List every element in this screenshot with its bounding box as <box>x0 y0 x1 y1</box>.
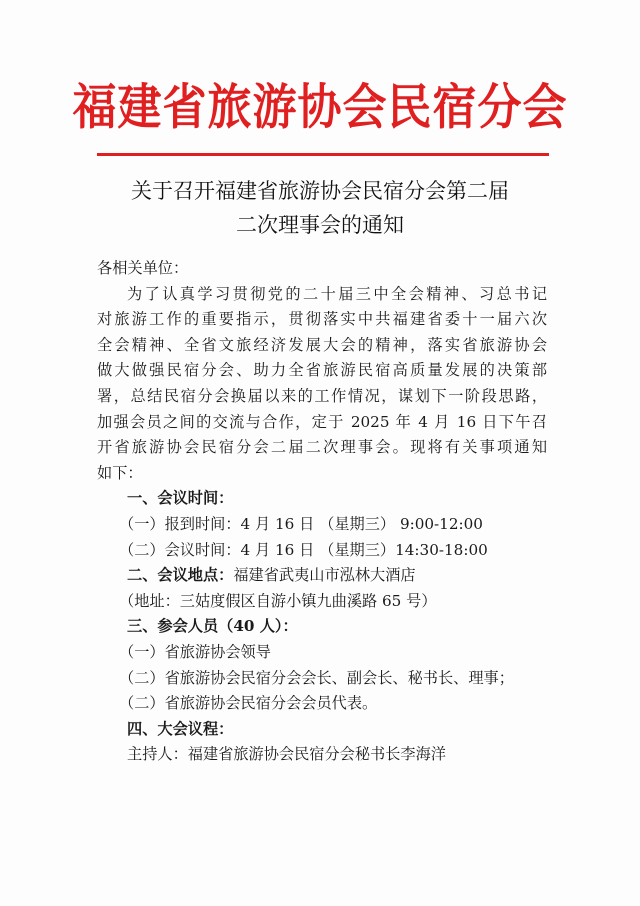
notice-title-line-2: 二次理事会的通知 <box>236 213 404 237</box>
salutation: 各相关单位： <box>97 259 189 277</box>
paragraph-line: 加强会员之间的交流与合作，定于 2025 年 4 月 16 日下午召 <box>97 412 547 431</box>
letterhead-red-rule <box>97 153 549 156</box>
venue-value: 福建省武夷山市泓林大酒店 <box>233 566 416 585</box>
paragraph-line: 署，总结民宿分会换届以来的工作情况，谋划下一阶段思路， <box>97 386 547 405</box>
time-item-registration: （一）报到时间：4 月 16 日 （星期三） 9:00-12:00 <box>119 514 483 533</box>
notice-body <box>97 256 547 768</box>
paragraph-line: 全会精神、全省文旅经济发展大会的精神，落实省旅游协会 <box>97 335 547 354</box>
venue-address: （地址：三姑度假区自游小镇九曲溪路 65 号） <box>119 591 437 610</box>
attendee-item: （二）省旅游协会民宿分会会员代表。 <box>119 694 378 713</box>
section-venue-row <box>97 563 547 589</box>
attendee-item: （一）省旅游协会领导 <box>119 642 271 661</box>
section-heading-attendees: 三、参会人员（40 人）： <box>127 617 298 636</box>
section-heading-venue: 二、会议地点： <box>127 566 234 585</box>
section-heading-agenda: 四、大会议程： <box>127 719 234 738</box>
host-line: 主持人：福建省旅游协会民宿分会秘书长李海洋 <box>127 745 446 764</box>
notice-title <box>0 174 640 242</box>
letterhead-title: 福建省旅游协会民宿分会 <box>72 79 568 136</box>
paragraph-line: 开省旅游协会民宿分会二届二次理事会。现将有关事项通知 <box>97 438 547 457</box>
paragraph-line: 为了认真学习贯彻党的二十届三中全会精神、习总书记 <box>127 284 547 303</box>
section-heading-time: 一、会议时间： <box>127 489 234 508</box>
paragraph-line: 对旅游工作的重要指示，贯彻落实中共福建省委十一届六次 <box>97 310 547 329</box>
attendee-item: （二）省旅游协会民宿分会会长、副会长、秘书长、理事； <box>119 668 514 687</box>
time-item-meeting: （二）会议时间：4 月 16 日 （星期三）14:30-18:00 <box>119 540 488 559</box>
paragraph-line: 做大做强民宿分会、助力全省旅游民宿高质量发展的决策部 <box>97 361 547 380</box>
paragraph-line: 如下： <box>97 463 143 482</box>
notice-title-line-1: 关于召开福建省旅游协会民宿分会第二届 <box>131 179 509 203</box>
